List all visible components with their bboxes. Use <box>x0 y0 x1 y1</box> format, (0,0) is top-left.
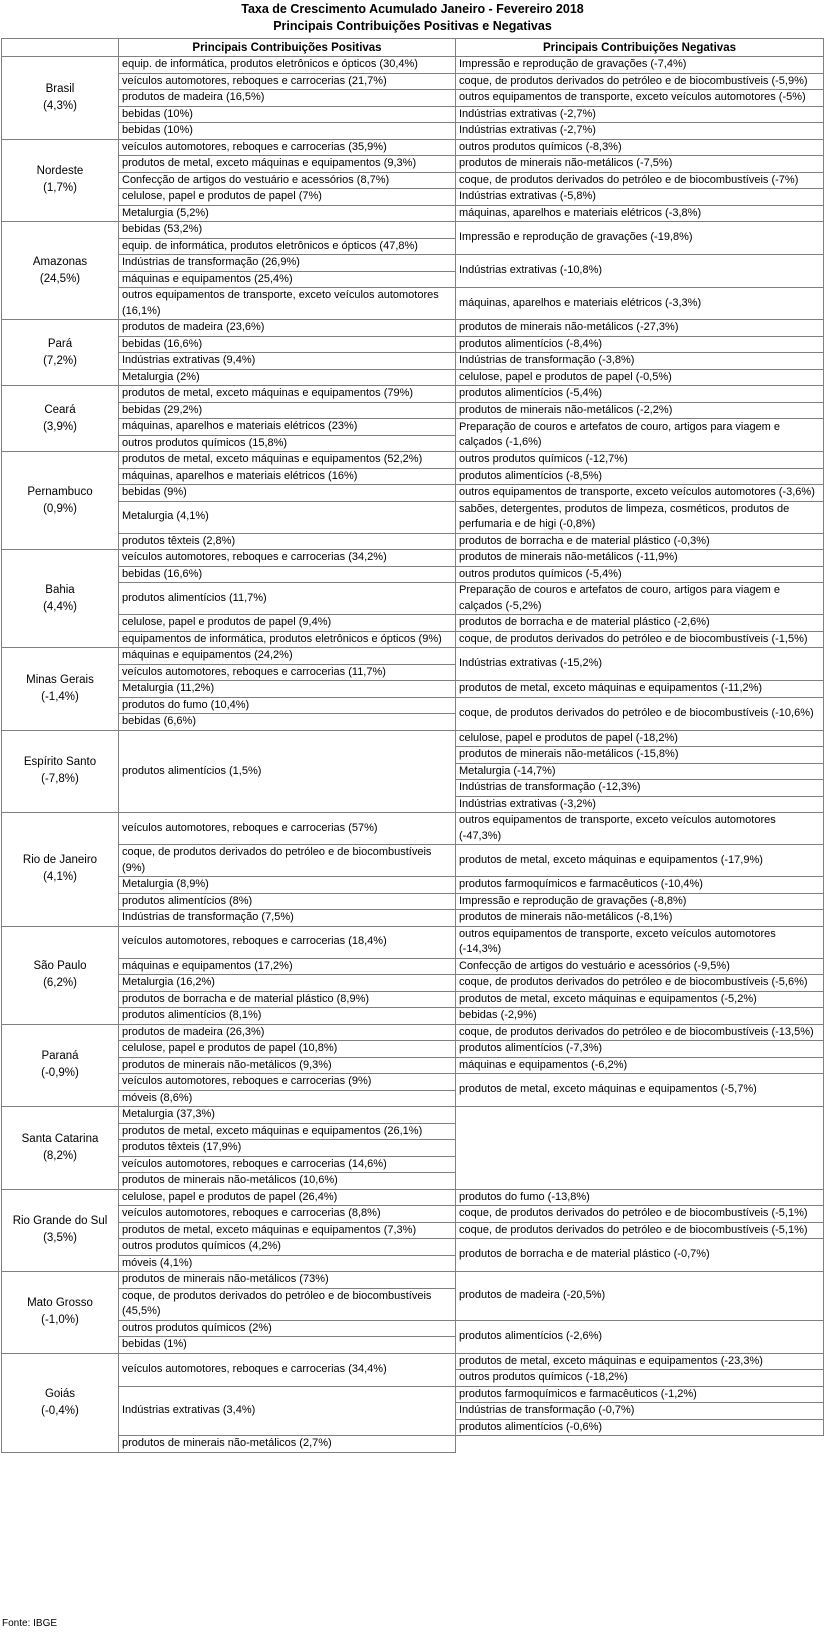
positive-contribution: produtos de madeira (16,5%) <box>119 90 456 107</box>
table-row <box>2 1074 824 1091</box>
region-rate: (1,7%) <box>43 182 77 195</box>
positive-contribution: outros produtos químicos (15,8%) <box>119 435 456 452</box>
table-row <box>2 106 824 123</box>
positive-contribution: produtos alimentícios (11,7%) <box>119 583 456 615</box>
table-row <box>2 1041 824 1058</box>
negative-contribution: produtos do fumo (-13,8%) <box>456 1189 824 1206</box>
negative-contribution: Metalurgia (-14,7%) <box>456 763 824 780</box>
negative-contribution: celulose, papel e produtos de papel (-18,2%) <box>456 730 824 747</box>
positive-contribution: celulose, papel e produtos de papel (10,8%) <box>119 1041 456 1058</box>
negative-contribution: produtos de metal, exceto máquinas e equipamentos (-23,3%) <box>456 1353 824 1370</box>
table-row <box>2 419 824 436</box>
negative-contribution: produtos farmoquímicos e farmacêuticos (-1,2%) <box>456 1386 824 1403</box>
positive-contribution: celulose, papel e produtos de papel (9,4%) <box>119 615 456 632</box>
negative-contribution: Indústrias de transformação (-12,3%) <box>456 780 824 797</box>
table-row <box>2 222 824 239</box>
positive-contribution: Metalurgia (37,3%) <box>119 1107 456 1124</box>
positive-contribution: veículos automotores, reboques e carrocerias (34,2%) <box>119 550 456 567</box>
region-name: São Paulo <box>33 960 87 972</box>
region-name: Rio de Janeiro <box>22 854 98 867</box>
table-row <box>2 369 824 386</box>
positive-contribution: equip. de informática, produtos eletrônicos e ópticos (30,4%) <box>119 57 456 74</box>
negative-contribution: produtos farmoquímicos e farmacêuticos (-10,4%) <box>456 877 824 894</box>
header-state <box>2 39 119 57</box>
negative-contribution: Indústrias extrativas (-15,2%) <box>456 648 824 681</box>
positive-contribution: Indústrias de transformação (26,9%) <box>119 255 456 272</box>
table-row <box>2 910 824 927</box>
region-rate: (7,2%) <box>43 354 77 367</box>
negative-contribution: produtos de metal, exceto máquinas e equipamentos (-5,7%) <box>456 1074 824 1107</box>
negative-contribution: coque, de produtos derivados do petróleo e de biocombustíveis (-5,9%) <box>456 73 824 90</box>
positive-contribution: bebidas (10%) <box>119 106 456 123</box>
negative-contribution: máquinas e equipamentos (-6,2%) <box>456 1057 824 1074</box>
table-row <box>2 501 824 517</box>
positive-contribution: Indústrias extrativas (9,4%) <box>119 353 456 370</box>
positive-contribution: equip. de informática, produtos eletrônicos e ópticos (47,8%) <box>119 238 456 255</box>
table-row <box>2 189 824 206</box>
table-row <box>2 1353 824 1370</box>
positive-contribution: máquinas e equipamentos (17,2%) <box>119 958 456 975</box>
positive-contribution: veículos automotores, reboques e carrocerias (21,7%) <box>119 73 456 90</box>
positive-contribution: produtos têxteis (2,8%) <box>119 533 456 550</box>
positive-contribution: outros produtos químicos (2%) <box>119 1320 456 1337</box>
positive-contribution: máquinas, aparelhos e materiais elétricos (16%) <box>119 468 456 485</box>
positive-contribution: equipamentos de informática, produtos eletrônicos e ópticos (9%) <box>119 631 456 648</box>
positive-contribution: celulose, papel e produtos de papel (7%) <box>119 189 456 206</box>
negative-contribution: Indústrias de transformação (-3,8%) <box>456 353 824 370</box>
report-subtitle: Principais Contribuições Positivas e Negativas <box>273 19 552 33</box>
table-row <box>2 320 824 337</box>
positive-contribution: bebidas (53,2%) <box>119 222 456 239</box>
negative-contribution: Indústrias extrativas (-3,2%) <box>456 796 824 813</box>
table-row <box>2 845 824 861</box>
positive-contribution: máquinas e equipamentos (25,4%) <box>119 271 456 288</box>
region-name: Nordeste <box>36 165 84 178</box>
region-rate: (0,9%) <box>43 502 77 515</box>
negative-contribution: produtos alimentícios (-2,6%) <box>456 1320 824 1353</box>
region-cell <box>2 139 119 222</box>
positive-contribution: máquinas e equipamentos (24,2%) <box>119 648 456 665</box>
negative-contribution: coque, de produtos derivados do petróleo e de biocombustíveis (-5,1%) <box>456 1206 824 1223</box>
positive-contribution: produtos de metal, exceto máquinas e equipamentos (9,3%) <box>119 156 456 173</box>
region-rate: (-1,0%) <box>41 1314 79 1327</box>
positive-contribution: bebidas (29,2%) <box>119 402 456 419</box>
region-cell <box>2 926 119 1024</box>
negative-contribution: Confecção de artigos do vestuário e acessórios (-9,5%) <box>456 958 824 975</box>
table-row <box>2 485 824 493</box>
table-row <box>2 73 824 81</box>
region-rate: (6,2%) <box>43 977 77 989</box>
region-name: Amazonas <box>32 255 88 268</box>
table-row <box>2 893 824 910</box>
source-note: Fonte: IBGE <box>2 1618 58 1629</box>
region-rate: (-7,8%) <box>41 773 79 786</box>
positive-contribution: produtos alimentícios (1,5%) <box>119 730 456 813</box>
table-row <box>2 123 824 140</box>
negative-contribution: outros equipamentos de transporte, exceto veículos automotores (-14,3%) <box>456 926 824 958</box>
table-row <box>2 172 824 180</box>
region-name: Ceará <box>44 403 76 416</box>
positive-contribution: máquinas, aparelhos e materiais elétricos (23%) <box>119 419 456 436</box>
positive-contribution: produtos de minerais não-metálicos (2,7%) <box>119 1436 456 1453</box>
positive-contribution: móveis (8,6%) <box>119 1090 456 1107</box>
positive-contribution: veículos automotores, reboques e carrocerias (9%) <box>119 1074 456 1091</box>
positive-contribution: veículos automotores, reboques e carrocerias (35,9%) <box>119 139 456 156</box>
table-row <box>2 813 824 829</box>
positive-contribution: produtos alimentícios (8%) <box>119 893 456 910</box>
negative-contribution: produtos de borracha e de material plástico (-2,6%) <box>456 615 824 632</box>
header-positive: Principais Contribuições Positivas <box>119 39 456 57</box>
table-row <box>2 1222 824 1230</box>
negative-contribution: produtos de borracha e de material plástico (-0,3%) <box>456 533 824 550</box>
positive-contribution: bebidas (9%) <box>119 485 456 502</box>
region-cell <box>2 1189 119 1272</box>
region-name: Rio Grande do Sul <box>12 1215 108 1228</box>
positive-contribution: produtos alimentícios (8,1%) <box>119 1008 456 1025</box>
region-rate: (4,1%) <box>43 871 77 884</box>
negative-contribution: Indústrias extrativas (-5,8%) <box>456 189 824 206</box>
positive-contribution: produtos de minerais não-metálicos (9,3%) <box>119 1057 456 1074</box>
negative-contribution: produtos alimentícios (-7,3%) <box>456 1041 824 1058</box>
negative-contribution: outros produtos químicos (-8,3%) <box>456 139 824 156</box>
positive-contribution: veículos automotores, reboques e carrocerias (57%) <box>119 813 456 845</box>
negative-contribution: outros equipamentos de transporte, exceto veículos automotores (-5%) <box>456 90 824 107</box>
negative-contribution: Preparação de couros e artefatos de couro, artigos para viagem e calçados (-5,2%) <box>456 583 824 615</box>
positive-contribution: coque, de produtos derivados do petróleo e de biocombustíveis (45,5%) <box>119 1288 456 1320</box>
positive-contribution: produtos de metal, exceto máquinas e equipamentos (26,1%) <box>119 1123 456 1140</box>
negative-contribution: produtos de minerais não-metálicos (-15,8%) <box>456 747 824 764</box>
negative-contribution: Indústrias extrativas (-2,7%) <box>456 106 824 123</box>
positive-contribution: veículos automotores, reboques e carrocerias (8,8%) <box>119 1206 456 1223</box>
positive-contribution: Metalurgia (4,1%) <box>119 501 456 533</box>
negative-contribution: coque, de produtos derivados do petróleo e de biocombustíveis (-1,5%) <box>456 631 824 648</box>
table-row <box>2 648 824 665</box>
region-cell <box>2 550 119 648</box>
positive-contribution: Metalurgia (5,2%) <box>119 205 456 222</box>
negative-contribution: produtos alimentícios (-8,4%) <box>456 336 824 353</box>
negative-contribution: Impressão e reprodução de gravações (-7,4%) <box>456 57 824 74</box>
table-body <box>2 57 824 1453</box>
table-row <box>2 1189 824 1206</box>
region-name: Espírito Santo <box>23 756 97 769</box>
negative-contribution: outros produtos químicos (-5,4%) <box>456 566 824 583</box>
negative-contribution: coque, de produtos derivados do petróleo e de biocombustíveis (-5,6%) <box>456 975 824 992</box>
table-row <box>2 566 824 583</box>
region-rate: (3,9%) <box>43 420 77 433</box>
table-row <box>2 550 824 567</box>
region-rate: (24,5%) <box>39 272 81 285</box>
negative-contribution: produtos de minerais não-metálicos (-7,5%) <box>456 156 824 173</box>
region-cell <box>2 57 119 140</box>
positive-contribution: veículos automotores, reboques e carrocerias (11,7%) <box>119 664 456 681</box>
positive-contribution: veículos automotores, reboques e carrocerias (34,4%) <box>119 1353 456 1386</box>
negative-contribution: Impressão e reprodução de gravações (-8,8%) <box>456 893 824 910</box>
region-name: Bahia <box>45 583 75 596</box>
table-row <box>2 90 824 98</box>
region-cell <box>2 1024 119 1107</box>
negative-contribution <box>456 1107 824 1190</box>
positive-contribution: produtos de madeira (26,3%) <box>119 1024 456 1041</box>
negative-contribution: produtos de metal, exceto máquinas e equipamentos (-11,2%) <box>456 681 824 698</box>
positive-contribution: celulose, papel e produtos de papel (26,4%) <box>119 1189 456 1206</box>
negative-contribution: produtos de minerais não-metálicos (-11,9%) <box>456 550 824 567</box>
positive-contribution: produtos de madeira (23,6%) <box>119 320 456 337</box>
negative-contribution: produtos de metal, exceto máquinas e equipamentos (-5,2%) <box>456 991 824 1008</box>
negative-contribution: Indústrias extrativas (-2,7%) <box>456 123 824 140</box>
negative-contribution: produtos de minerais não-metálicos (-27,3%) <box>456 320 824 337</box>
positive-contribution: outros equipamentos de transporte, exceto veículos automotores (16,1%) <box>119 288 456 320</box>
negative-contribution: Impressão e reprodução de gravações (-19,8%) <box>456 222 824 255</box>
region-cell <box>2 1353 119 1452</box>
positive-contribution: Metalurgia (2%) <box>119 369 456 386</box>
negative-contribution: produtos de minerais não-metálicos (-8,1%) <box>456 910 824 927</box>
positive-contribution: Confecção de artigos do vestuário e acessórios (8,7%) <box>119 172 456 189</box>
positive-contribution: outros produtos químicos (4,2%) <box>119 1239 456 1256</box>
table-row <box>2 975 824 983</box>
table-row <box>2 205 824 222</box>
table-row <box>2 615 824 632</box>
header-negative: Principais Contribuições Negativas <box>456 39 824 57</box>
region-rate: (4,3%) <box>43 99 77 112</box>
region-cell <box>2 1272 119 1354</box>
region-rate: (4,4%) <box>43 600 77 613</box>
region-name: Mato Grosso <box>27 1297 93 1310</box>
positive-contribution: Metalurgia (11,2%) <box>119 681 456 698</box>
table-row <box>2 288 824 304</box>
region-cell <box>2 1107 119 1190</box>
positive-contribution: móveis (4,1%) <box>119 1255 456 1272</box>
table-row <box>2 386 824 403</box>
positive-contribution: Indústrias extrativas (3,4%) <box>119 1386 456 1436</box>
table-row <box>2 730 824 747</box>
region-cell <box>2 730 119 813</box>
negative-contribution: outros produtos químicos (-12,7%) <box>456 452 824 469</box>
positive-contribution: produtos de minerais não-metálicos (10,6%) <box>119 1173 456 1190</box>
table-row <box>2 1272 824 1289</box>
table-row <box>2 926 824 942</box>
region-cell <box>2 320 119 386</box>
negative-contribution: outros equipamentos de transporte, exceto veículos automotores (-3,6%) <box>456 485 824 502</box>
table-row <box>2 255 824 272</box>
contributions-table <box>1 38 824 1453</box>
region-rate: (-0,9%) <box>41 1067 79 1080</box>
negative-contribution: celulose, papel e produtos de papel (-0,5%) <box>456 369 824 386</box>
table-row <box>2 681 824 698</box>
table-row <box>2 958 824 975</box>
table-row <box>2 1107 824 1124</box>
positive-contribution: bebidas (10%) <box>119 123 456 140</box>
negative-contribution: coque, de produtos derivados do petróleo e de biocombustíveis (-5,1%) <box>456 1222 824 1239</box>
table-row <box>2 1206 824 1214</box>
region-cell <box>2 222 119 320</box>
table-row <box>2 991 824 1008</box>
region-name: Pará <box>47 337 73 350</box>
table-row <box>2 1024 824 1032</box>
table-row <box>2 1436 824 1453</box>
table-row <box>2 452 824 469</box>
table-row <box>2 139 824 156</box>
negative-contribution: produtos de minerais não-metálicos (-2,2%) <box>456 402 824 419</box>
region-name: Paraná <box>41 1050 79 1063</box>
table-row <box>2 533 824 550</box>
region-cell <box>2 813 119 927</box>
table-row <box>2 353 824 370</box>
table-row <box>2 1057 824 1074</box>
positive-contribution: Metalurgia (16,2%) <box>119 975 456 992</box>
table-row <box>2 877 824 894</box>
table-row <box>2 697 824 714</box>
negative-contribution: bebidas (-2,9%) <box>456 1008 824 1025</box>
region-name: Brasil <box>45 82 75 95</box>
negative-contribution: coque, de produtos derivados do petróleo e de biocombustíveis (-10,6%) <box>456 697 824 730</box>
positive-contribution: produtos de borracha e de material plástico (8,9%) <box>119 991 456 1008</box>
negative-contribution: produtos alimentícios (-0,6%) <box>456 1419 824 1436</box>
positive-contribution: veículos automotores, reboques e carrocerias (14,6%) <box>119 1156 456 1173</box>
negative-contribution: Indústrias extrativas (-10,8%) <box>456 255 824 288</box>
negative-contribution: produtos de borracha e de material plástico (-0,7%) <box>456 1239 824 1272</box>
region-name: Pernambuco <box>27 485 93 498</box>
table-row <box>2 402 824 419</box>
table-row <box>2 468 824 485</box>
negative-contribution: outros equipamentos de transporte, exceto veículos automotores (-47,3%) <box>456 813 824 845</box>
negative-contribution: coque, de produtos derivados do petróleo e de biocombustíveis (-13,5%) <box>456 1024 824 1041</box>
region-cell <box>2 648 119 731</box>
table-row <box>2 57 824 74</box>
table-row <box>2 583 824 599</box>
negative-contribution: Preparação de couros e artefatos de couro, artigos para viagem e calçados (-1,6%) <box>456 419 824 452</box>
negative-contribution: produtos de madeira (-20,5%) <box>456 1272 824 1321</box>
positive-contribution: produtos de metal, exceto máquinas e equipamentos (79%) <box>119 386 456 403</box>
positive-contribution: bebidas (16,6%) <box>119 336 456 353</box>
positive-contribution: produtos de metal, exceto máquinas e equipamentos (52,2%) <box>119 452 456 469</box>
positive-contribution: produtos do fumo (10,4%) <box>119 697 456 714</box>
region-name: Santa Catarina <box>21 1132 99 1145</box>
positive-contribution: bebidas (6,6%) <box>119 714 456 731</box>
table-row <box>2 1386 824 1403</box>
table-row <box>2 336 824 353</box>
negative-contribution: máquinas, aparelhos e materiais elétricos (-3,8%) <box>456 205 824 222</box>
negative-contribution: outros produtos químicos (-18,2%) <box>456 1370 824 1387</box>
negative-contribution: produtos de metal, exceto máquinas e equipamentos (-17,9%) <box>456 845 824 877</box>
header-row <box>2 39 824 57</box>
table-row <box>2 1008 824 1025</box>
table-row <box>2 631 824 639</box>
positive-contribution: Metalurgia (8,9%) <box>119 877 456 894</box>
negative-contribution: Indústrias de transformação (-0,7%) <box>456 1403 824 1420</box>
negative-contribution: sabões, detergentes, produtos de limpeza, cosméticos, produtos de perfumaria e de higi (-0,8%) <box>456 501 824 533</box>
region-cell <box>2 386 119 452</box>
region-name: Goiás <box>44 1387 76 1400</box>
positive-contribution: produtos de metal, exceto máquinas e equipamentos (7,3%) <box>119 1222 456 1239</box>
table-row <box>2 1320 824 1337</box>
positive-contribution: bebidas (1%) <box>119 1337 456 1354</box>
positive-contribution: veículos automotores, reboques e carrocerias (18,4%) <box>119 926 456 958</box>
positive-contribution: produtos têxteis (17,9%) <box>119 1140 456 1157</box>
negative-contribution: produtos alimentícios (-5,4%) <box>456 386 824 403</box>
region-rate: (-0,4%) <box>41 1404 79 1417</box>
report-title: Taxa de Crescimento Acumulado Janeiro - Fevereiro 2018 <box>241 2 584 16</box>
region-rate: (8,2%) <box>43 1149 77 1162</box>
negative-contribution: coque, de produtos derivados do petróleo e de biocombustíveis (-7%) <box>456 172 824 189</box>
region-name: Minas Gerais <box>26 673 94 686</box>
table-row <box>2 1239 824 1247</box>
region-rate: (-1,4%) <box>41 690 79 703</box>
positive-contribution: bebidas (16,6%) <box>119 566 456 583</box>
negative-contribution: produtos alimentícios (-8,5%) <box>456 468 824 485</box>
table-row <box>2 156 824 173</box>
positive-contribution: coque, de produtos derivados do petróleo e de biocombustíveis (9%) <box>119 845 456 877</box>
negative-contribution: máquinas, aparelhos e materiais elétricos (-3,3%) <box>456 288 824 320</box>
region-cell <box>2 452 119 550</box>
region-rate: (3,5%) <box>43 1232 77 1245</box>
positive-contribution: Indústrias de transformação (7,5%) <box>119 910 456 927</box>
positive-contribution: produtos de minerais não-metálicos (73%) <box>119 1272 456 1289</box>
